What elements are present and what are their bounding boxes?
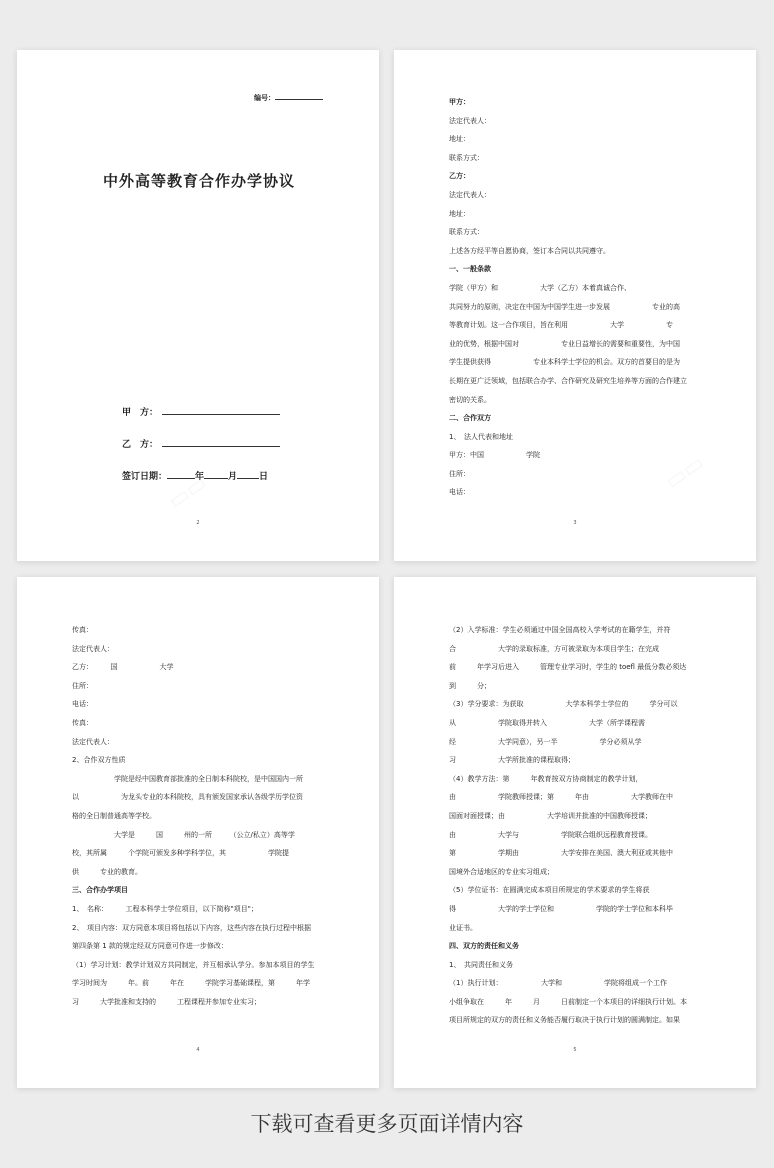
text-line: 住所： [72,681,93,690]
text-line: 乙方： [449,172,470,181]
page-number: 5 [573,1047,577,1053]
month-blank [204,471,228,479]
text-line: 业的优势，根据中国对 专业日益增长的需要和重要性，为中国 [449,339,680,348]
text-line: 长期在更广泛领域，包括联合办学、合作研究及研究生培养等方面的合作建立 [449,376,687,385]
text-line: 国境外合适地区的专业实习组成； [449,867,554,876]
text-line: 三、合作办学项目 [72,886,128,895]
text-line: 1、 法人代表和地址 [449,432,513,441]
text-line: 经 大学同意），另一半 学分必须从学 [449,737,642,746]
text-line: 到 分； [449,681,491,690]
text-line: （1）执行计划： 大学和 学院将组成一个工作 [449,979,667,988]
text-line: 大学是 国 州的一所 （公立/私立）高等学 [72,830,295,839]
text-line: 业证书。 [449,923,477,932]
text-line: 由 大学与 学院联合组织远程教育授课。 [449,830,652,839]
party-b-label: 乙 方： [122,440,159,450]
text-line: 格的全日制普通高等学校。 [72,811,156,820]
text-line: 2、 项目内容：双方同意本项目将包括以下内容，这些内容在执行过程中根据 [72,923,311,932]
day-label: 日 [259,472,269,482]
party-a-label: 甲 方： [122,408,159,418]
text-line: 法定代表人： [72,737,114,746]
text-line: 四、双方的责任和义务 [449,942,519,951]
text-line: 2、合作双方性质 [72,756,126,765]
party-a-signature-line [122,405,280,418]
document-page-nature [17,577,379,1088]
text-line: （2）入学标准：学生必须通过中国全国高校入学考试的在籍学生，并符 [449,626,671,634]
text-line: 乙方： 国 大学 [72,663,174,672]
text-line: 供 专业的教育。 [72,867,142,876]
text-line: 二、合作双方 [449,414,491,423]
text-line: 得 大学的学士学位和 学院的学士学位和本科毕 [449,904,673,913]
text-line: （1）学习计划：教学计划双方共同制定，并互相承认学分。参加本项目的学生 [72,960,315,969]
text-line: 甲方：中国 学院 [449,451,540,460]
text-line: 电话： [449,488,470,497]
text-line: 学习时间为 年。前 年在 学院学习基础课程，第 年学 [72,979,310,988]
text-line: 前 年学习后进入 管理专业学习时，学生的 toefl 最低分数必须达 [449,663,687,672]
sign-date-label: 签订日期： [122,472,168,482]
text-line: 项目所规定的双方的责任和义务能否履行取决于执行计划的圆满制定。如果 [449,1016,680,1025]
text-line: （3）学分要求：为获取 大学本科学士学位的 学分可以 [449,700,678,709]
page-body [72,621,339,1011]
document-page-cover [17,50,379,561]
text-line: 等教育计划。这一合作项目，旨在利用 大学 专 [449,321,673,330]
text-line: 传真： [72,626,93,634]
party-b-signature-line [122,437,280,450]
text-line: 住所： [449,469,470,478]
year-label: 年 [195,472,205,482]
text-line: 地址： [449,209,470,218]
text-line: 法定代表人： [449,190,491,199]
text-line: 习 大学所批准的课程取得； [449,756,575,765]
text-line: 学生提供获得 专业本科学士学位的机会。双方的首要目的是为 [449,358,680,367]
text-line: 甲方： [449,98,470,106]
page-number: 3 [573,520,577,526]
page-body [449,621,716,1030]
text-line: 一、一般条款 [449,265,491,274]
text-line: 第 学期由 大学安排在美国、澳大利亚或其他中 [449,849,673,858]
document-title: 中外高等教育合作办学协议 [103,172,296,190]
text-line: 1、 名称： 工程本科学士学位项目，以下简称"项目"； [72,904,258,913]
text-line: 共同努力的原则，决定在中国为中国学生进一步发展 专业的高 [449,302,680,311]
page-body [449,93,716,502]
text-line: 习 大学批准和支持的 工程课程并参加专业实习； [72,997,261,1006]
text-line: 校，其所属 个学院可颁发多种学科学位，其 学院提 [72,849,289,858]
text-line: 电话： [72,700,93,709]
text-line: 学院是经中国教育部批准的全日制本科院校，是中国国内一所 [72,774,303,783]
text-line: 从 学院取得并转入 大学（所学课程需 [449,718,645,727]
text-line: 合 大学的录取标准，方可被录取为本项目学生；在完成 [449,644,659,653]
download-more-caption: 下载可查看更多页面详情内容 [250,1112,524,1136]
month-label: 月 [228,472,238,482]
text-line: 由 学院教师授课；第 年由 大学教师在中 [449,793,673,802]
text-line: 联系方式： [449,228,484,237]
text-line: （4）教学方法：第 年教育按双方协商制定的教学计划， [449,774,643,783]
text-line: 联系方式： [449,153,484,162]
text-line: 密切的关系。 [449,395,491,404]
text-line: 以 为龙头专业的本科院校，具有颁发国家承认各级学历学位资 [72,793,303,802]
document-page-terms [394,577,756,1088]
contract-number-blank [275,92,323,100]
text-line: 法定代表人： [449,116,491,125]
text-line: 法定代表人： [72,644,114,653]
text-line: 国面对面授课；由 大学培训并批准的中国教师授课； [449,811,652,820]
text-line: 上述各方经平等自愿协商，签订本合同以共同遵守。 [449,246,610,255]
party-b-blank [162,439,280,447]
text-line: 1、 共同责任和义务 [449,960,513,969]
text-line: 第四条第 1 款的规定经双方同意可作进一步修改： [72,942,228,951]
text-line: （5）学位证书：在圆满完成本项目所规定的学术要求的学生将获 [449,886,650,895]
text-line: 学院（甲方）和 大学（乙方）本着真诚合作、 [449,283,631,292]
page-number: 2 [196,520,200,526]
party-a-blank [162,407,280,415]
contract-number-field [254,92,323,103]
text-line: 小组争取在 年 月 日前制定一个本项目的详细执行计划。本 [449,997,687,1006]
text-line: 地址： [449,135,470,144]
document-page-parties [394,50,756,561]
day-blank [237,471,259,479]
page-number: 4 [196,1047,200,1053]
text-line: 传真： [72,718,93,727]
contract-number-label: 编号： [254,94,275,102]
